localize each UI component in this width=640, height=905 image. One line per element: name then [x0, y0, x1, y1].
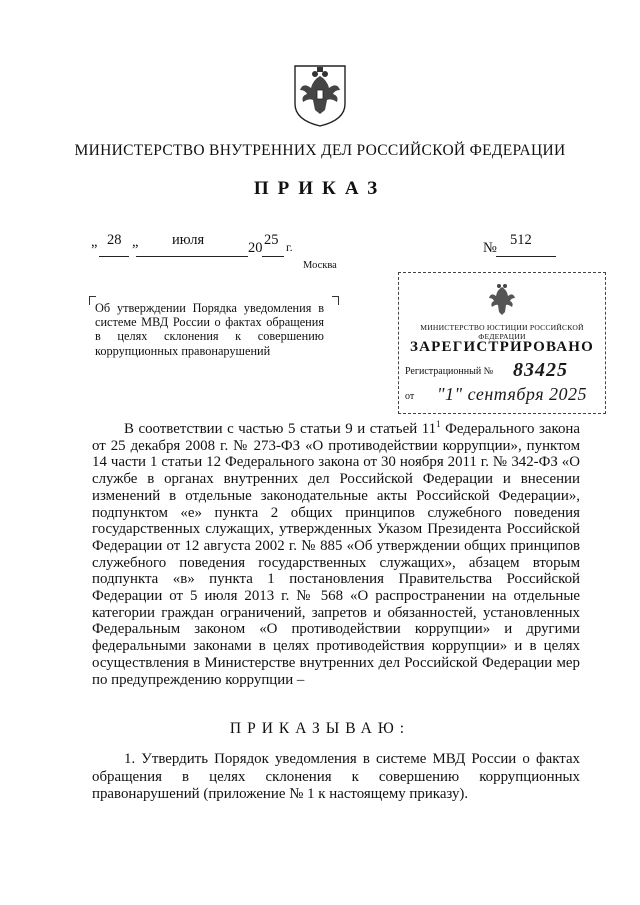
city: Москва [303, 260, 337, 271]
date-number-row [0, 232, 640, 262]
preamble-part-a: В соответствии с частью 5 статьи 9 и статьей 11 [124, 421, 437, 437]
quote-open: „ [91, 234, 98, 250]
order-number: 512 [510, 232, 532, 248]
state-emblem-icon [289, 60, 351, 128]
topic-bracket-right [332, 296, 339, 305]
year-mark: г. [286, 240, 293, 254]
quote-close: „ [132, 234, 139, 250]
stamp-emblem-icon [483, 281, 521, 321]
stamp-registered: ЗАРЕГИСТРИРОВАНО [410, 339, 594, 355]
stamp-date-value: "1" сентября 2025 [437, 384, 588, 404]
order-point: 1. Утвердить Порядок уведомления в системе МВД России о фактах обращения в целях склонения к совершению коррупционных правонарушений (приложение № 1 к настоящему приказу). [92, 751, 580, 802]
stamp-reg-label: Регистрационный № [405, 366, 494, 377]
order-day: 28 [107, 232, 122, 248]
order-points [92, 751, 580, 804]
number-mark: № [483, 240, 497, 256]
order-month: июля [172, 232, 205, 248]
stamp-date-label: от [405, 391, 415, 402]
preamble-superscript: 1 [436, 419, 441, 430]
registration-stamp [398, 272, 606, 414]
stamp-reg-number: 83425 [513, 359, 568, 381]
decree-heading: ПРИКАЗЫВАЮ: [229, 720, 411, 737]
preamble-paragraph [92, 421, 580, 688]
stamp-ministry: МИНИСТЕРСТВО ЮСТИЦИИ РОССИЙСКОЙ ФЕДЕРАЦИИ [420, 323, 584, 341]
order-topic: Об утверждении Порядка уведомления в системе МВД России о фактах обращения в целях склонения к совершению коррупционных правонарушений [95, 301, 324, 358]
preamble-part-b: Федерального закона от 25 декабря 2008 г. № 273-ФЗ «О противодействии коррупции», пунктом 14 части 1 статьи 12 Федерального закона от 30 ноября 2011 г. № 342-ФЗ «О службе в органах внутренних дел Российской Федерации и внесении изменений в отдельные законодательные акты Российской Федерации», подпунктом «е» пункта 2 общих принципов служебного поведения государственных служащих, утвержденных Указом Президента Российской Федерации от 12 августа 2002 г. № 885 «Об утверждении общих принципов служебного поведения государственных служащих», абзацем вторым подпункта «в» пункта 1 постановления Правительства Российской Федерации от 5 июля 2013 г. № 568 «О распространении на отдельные категории граждан ограничений, запретов и обязанностей, установленных Федеральным законом «О противодействии коррупции» и другими федеральными законами в целях противодействия коррупции» и в целях осуществления в Министерстве внутренних дел Российской Федерации мер по предупреждению коррупции – [92, 421, 580, 688]
order-year-prefix: 20 [248, 240, 263, 256]
preamble [92, 421, 580, 688]
ministry-title: МИНИСТЕРСТВО ВНУТРЕННИХ ДЕЛ РОССИЙСКОЙ ФЕДЕРАЦИИ [74, 142, 566, 159]
order-year-suffix: 25 [264, 232, 279, 248]
document-type: ПРИКАЗ [253, 178, 387, 199]
